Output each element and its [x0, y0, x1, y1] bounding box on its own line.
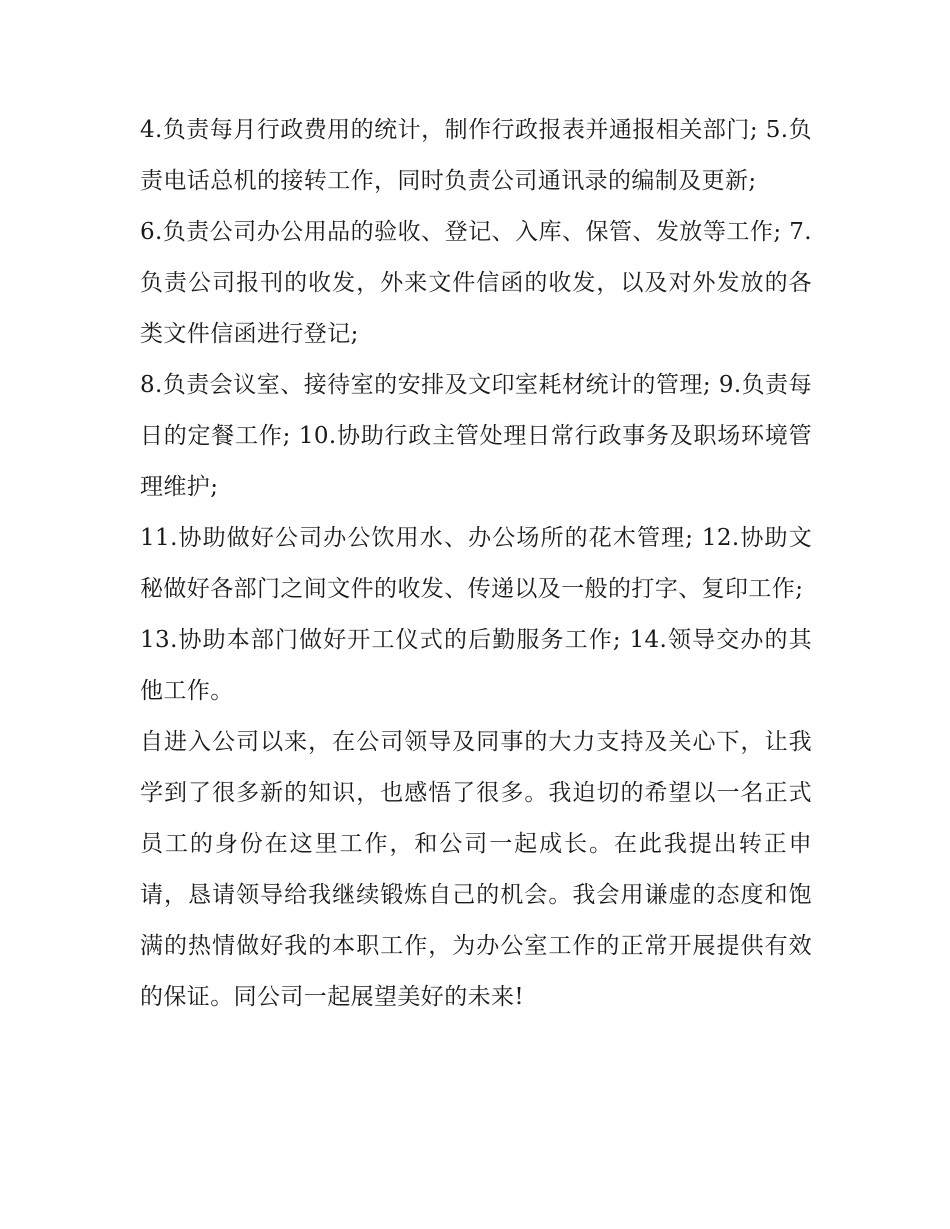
document-body — [140, 105, 812, 1023]
duty-paragraph-8-10: 8.负责会议室、接待室的安排及文印室耗材统计的管理; 9.负责每日的定餐工作; 10.协助行政主管处理日常行政事务及职场环境管理维护; — [140, 372, 812, 500]
duty-paragraph-13-14: 13.协助本部门做好开工仪式的后勤服务工作; 14.领导交办的其他工作。 — [140, 627, 812, 704]
duty-paragraph-11-12: 11.协助做好公司办公饮用水、办公场所的花木管理; 12.协助文秘做好各部门之间文件的收发、传递以及一般的打字、复印工作; — [140, 525, 812, 602]
application-paragraph: 自进入公司以来，在公司领导及同事的大力支持及关心下，让我学到了很多新的知识，也感悟了很多。我迫切的希望以一名正式员工的身份在这里工作，和公司一起成长。在此我提出转正申请，恳请领导给我继续锻炼自己的机会。我会用谦虚的态度和饱满的热情做好我的本职工作，为办公室工作的正常开展提供有效的保证。同公司一起展望美好的未来! — [140, 729, 812, 1010]
duty-paragraph-4-5: 4.负责每月行政费用的统计，制作行政报表并通报相关部门; 5.负责电话总机的接转工作，同时负责公司通讯录的编制及更新; — [140, 117, 812, 194]
duty-paragraph-6-7: 6.负责公司办公用品的验收、登记、入库、保管、发放等工作; 7.负责公司报刊的收发，外来文件信函的收发，以及对外发放的各类文件信函进行登记; — [140, 219, 812, 347]
